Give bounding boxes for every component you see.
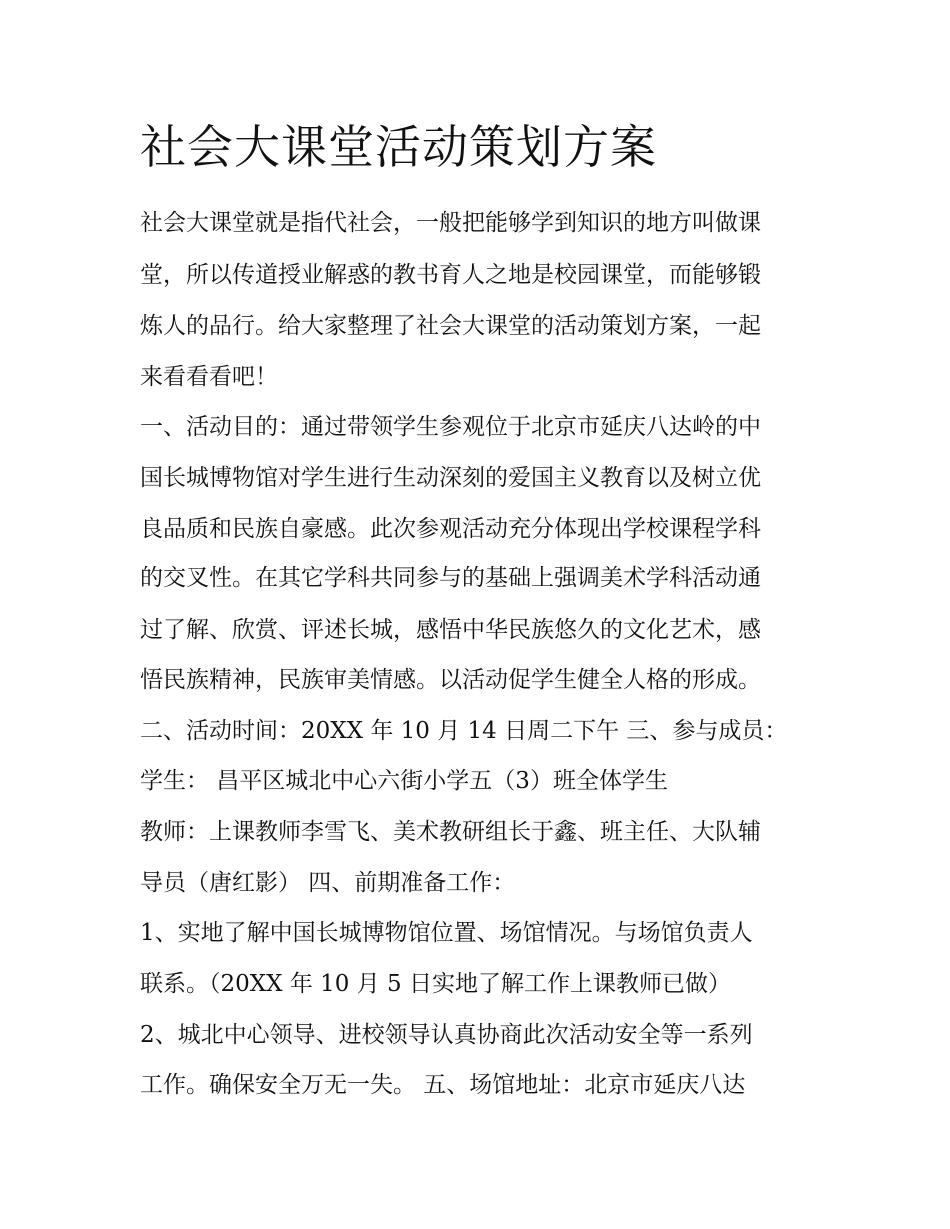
body-line: 过了解、欣赏、评述长城，感悟中华民族悠久的文化艺术，感 bbox=[140, 617, 761, 643]
body-line: 悟民族精神，民族审美情感。以活动促学生健全人格的形成。 bbox=[140, 667, 761, 693]
body-line: 的交叉性。在其它学科共同参与的基础上强调美术学科活动通 bbox=[140, 565, 761, 591]
body-line: 学生： 昌平区城北中心六街小学五（3）班全体学生 bbox=[140, 768, 668, 794]
body-line: 良品质和民族自豪感。此次参观活动充分体现出学校课程学科 bbox=[140, 516, 761, 542]
body-line: 二、活动时间：20XX 年 10 月 14 日周二下午 三、参与成员： bbox=[140, 718, 788, 744]
body-line: 国长城博物馆对学生进行生动深刻的爱国主义教育以及树立优 bbox=[140, 465, 761, 491]
body-line: 2、城北中心领导、进校领导认真协商此次活动安全等一系列 bbox=[140, 1022, 753, 1048]
body-line: 来看看看吧！ bbox=[140, 364, 278, 390]
body-line: 导员（唐红影） 四、前期准备工作： bbox=[140, 870, 516, 896]
body-line: 炼人的品行。给大家整理了社会大课堂的活动策划方案，一起 bbox=[140, 313, 761, 339]
body-line: 联系。（20XX 年 10 月 5 日实地了解工作上课教师已做） bbox=[140, 971, 731, 997]
body-line: 一、活动目的：通过带领学生参观位于北京市延庆八达岭的中 bbox=[140, 414, 761, 440]
body-line: 工作。确保安全万无一失。 五、场馆地址：北京市延庆八达 bbox=[140, 1072, 746, 1098]
body-line: 堂，所以传道授业解惑的教书育人之地是校园课堂，而能够锻 bbox=[140, 262, 761, 288]
body-line: 1、实地了解中国长城博物馆位置、场馆情况。与场馆负责人 bbox=[140, 920, 753, 946]
document-title: 社会大课堂活动策划方案 bbox=[140, 120, 657, 174]
body-line: 社会大课堂就是指代社会，一般把能够学到知识的地方叫做课 bbox=[140, 210, 761, 236]
body-line: 教师：上课教师李雪飞、美术教研组长于鑫、班主任、大队辅 bbox=[140, 819, 761, 845]
